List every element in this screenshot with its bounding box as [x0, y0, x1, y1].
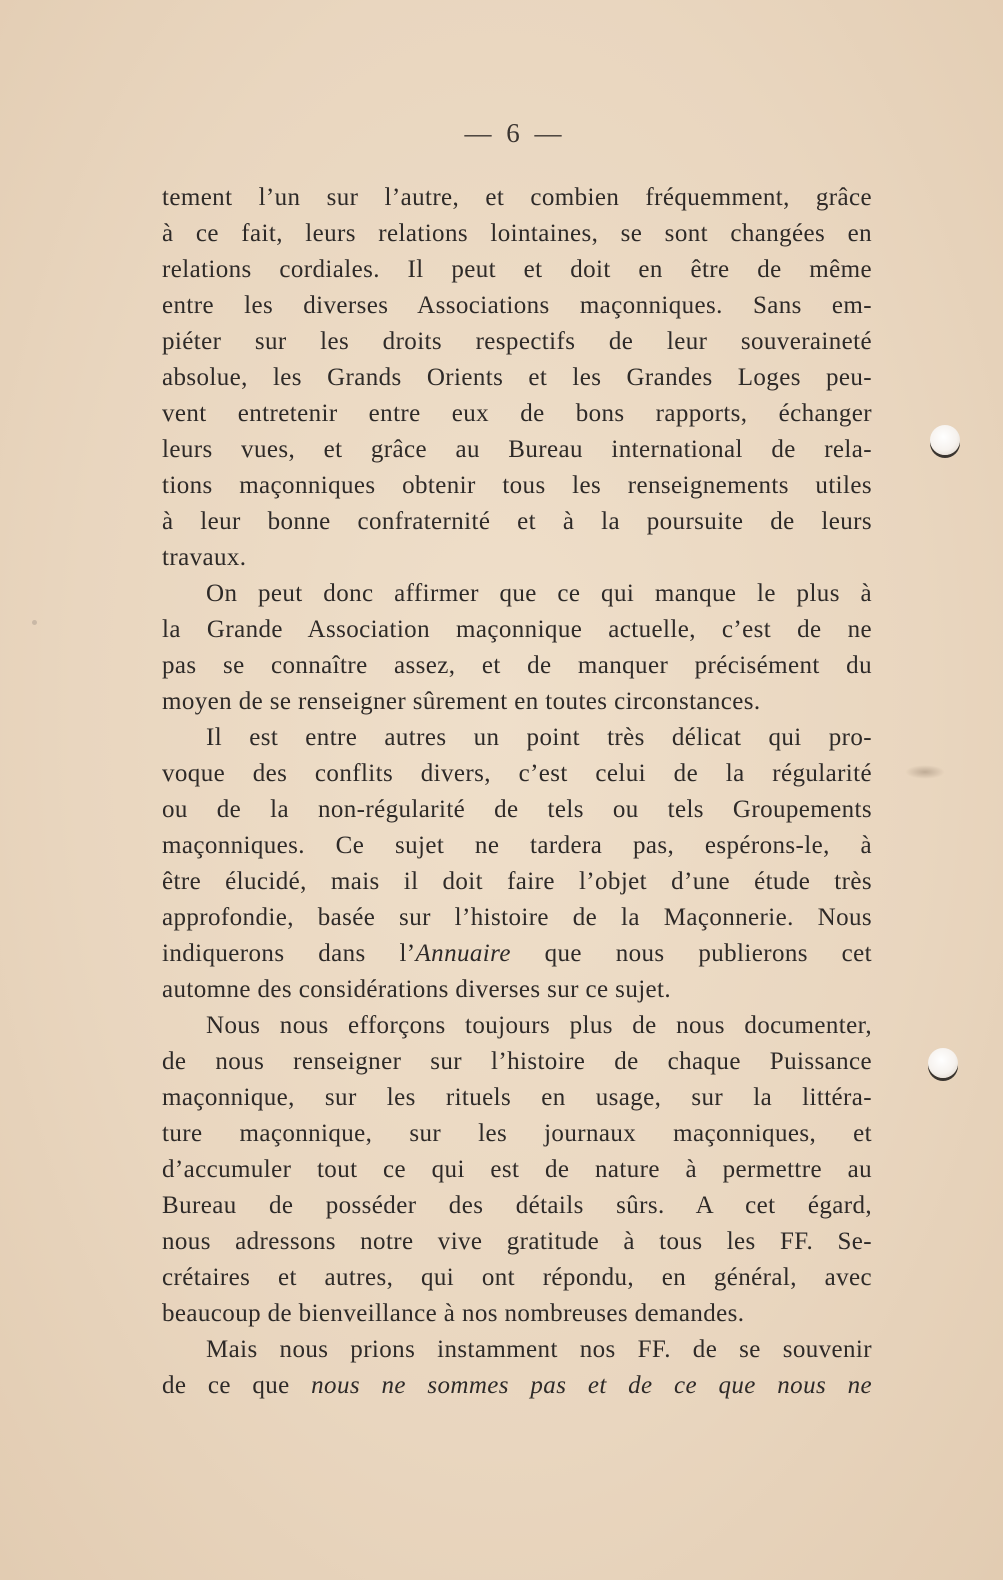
- text-line: [162, 972, 872, 1008]
- text-segment: Il est entre autres un point très délicat qui pro-: [206, 724, 872, 751]
- text-line: [162, 792, 872, 828]
- text-segment: relations cordiales. Il peut et doit en être de même: [162, 256, 872, 283]
- italic-text: nous ne sommes pas et de ce que nous ne: [311, 1372, 872, 1399]
- text-segment: approfondie, basée sur l’histoire de la Maçonnerie. Nous: [162, 904, 872, 931]
- text-segment: être élucidé, mais il doit faire l’objet d’une étude très: [162, 868, 872, 895]
- text-line: [162, 612, 872, 648]
- text-segment: ou de la non-régularité de tels ou tels Groupements: [162, 796, 872, 823]
- margin-dot: [32, 620, 37, 625]
- text-segment: leurs vues, et grâce au Bureau international de rela-: [162, 436, 872, 463]
- text-line: [162, 1368, 872, 1404]
- text-segment: moyen de se renseigner sûrement en toutes circonstances.: [162, 688, 761, 715]
- text-line: [162, 1116, 872, 1152]
- text-line: [162, 1296, 872, 1332]
- text-segment: travaux.: [162, 544, 247, 571]
- text-segment: automne des considérations diverses sur ce sujet.: [162, 976, 672, 1003]
- text-segment: Bureau de posséder des détails sûrs. A cet égard,: [162, 1192, 872, 1219]
- binding-hole-bottom: [928, 1048, 958, 1078]
- text-line: [162, 864, 872, 900]
- text-segment: pas se connaître assez, et de manquer précisément du: [162, 652, 872, 679]
- text-segment: de nous renseigner sur l’histoire de chaque Puissance: [162, 1048, 872, 1075]
- text-segment: à ce fait, leurs relations lointaines, se sont changées en: [162, 220, 872, 247]
- text-line: [162, 936, 872, 972]
- text-line: [162, 1008, 872, 1044]
- text-line: [162, 576, 872, 612]
- text-segment: à leur bonne confraternité et à la poursuite de leurs: [162, 508, 872, 535]
- text-line: [162, 1224, 872, 1260]
- text-line: [162, 396, 872, 432]
- text-segment: tement l’un sur l’autre, et combien fréquemment, grâce: [162, 184, 872, 211]
- text-segment: crétaires et autres, qui ont répondu, en général, avec: [162, 1264, 872, 1291]
- text-line: [162, 1260, 872, 1296]
- text-segment: d’accumuler tout ce qui est de nature à permettre au: [162, 1156, 872, 1183]
- text-line: [162, 360, 872, 396]
- text-segment: indiquerons dans l’: [162, 940, 416, 967]
- binding-hole-top: [930, 425, 960, 455]
- text-segment: absolue, les Grands Orients et les Grandes Loges peu-: [162, 364, 872, 391]
- text-segment: Mais nous prions instamment nos FF. de se souvenir: [206, 1336, 872, 1363]
- italic-text: Annuaire: [415, 940, 511, 967]
- text-line: [162, 1152, 872, 1188]
- text-line: [162, 648, 872, 684]
- text-line: [162, 540, 872, 576]
- text-line: [162, 828, 872, 864]
- text-line: [162, 1080, 872, 1116]
- text-line: [162, 1044, 872, 1080]
- text-segment: Nous nous efforçons toujours plus de nous documenter,: [206, 1012, 872, 1039]
- text-segment: maçonniques. Ce sujet ne tardera pas, espérons-le, à: [162, 832, 872, 859]
- text-line: [162, 432, 872, 468]
- text-line: [162, 504, 872, 540]
- text-segment: entre les diverses Associations maçonniques. Sans em-: [162, 292, 872, 319]
- margin-mark: [905, 765, 945, 779]
- text-segment: voque des conflits divers, c’est celui de la régularité: [162, 760, 872, 787]
- text-segment: de ce que: [162, 1372, 312, 1399]
- text-segment: que nous publierons cet: [510, 940, 872, 967]
- page-number: — 6 —: [464, 118, 566, 148]
- text-line: [162, 180, 872, 216]
- text-line: [162, 468, 872, 504]
- text-segment: On peut donc affirmer que ce qui manque le plus à: [206, 580, 872, 607]
- text-line: [162, 756, 872, 792]
- text-segment: beaucoup de bienveillance à nos nombreuses demandes.: [162, 1300, 745, 1327]
- text-line: [162, 288, 872, 324]
- text-line: [162, 720, 872, 756]
- text-segment: piéter sur les droits respectifs de leur souveraineté: [162, 328, 872, 355]
- text-segment: nous adressons notre vive gratitude à tous les FF. Se-: [162, 1228, 872, 1255]
- text-segment: ture maçonnique, sur les journaux maçonniques, et: [162, 1120, 872, 1147]
- text-line: [162, 684, 872, 720]
- body-text: [162, 180, 872, 1404]
- text-segment: la Grande Association maçonnique actuelle, c’est de ne: [162, 616, 872, 643]
- text-segment: maçonnique, sur les rituels en usage, sur la littéra-: [162, 1084, 872, 1111]
- text-line: [162, 216, 872, 252]
- text-line: [162, 1188, 872, 1224]
- text-line: [162, 324, 872, 360]
- text-segment: vent entretenir entre eux de bons rapports, échanger: [162, 400, 872, 427]
- text-segment: tions maçonniques obtenir tous les renseignements utiles: [162, 472, 872, 499]
- text-line: [162, 900, 872, 936]
- text-line: [162, 252, 872, 288]
- text-line: [162, 1332, 872, 1368]
